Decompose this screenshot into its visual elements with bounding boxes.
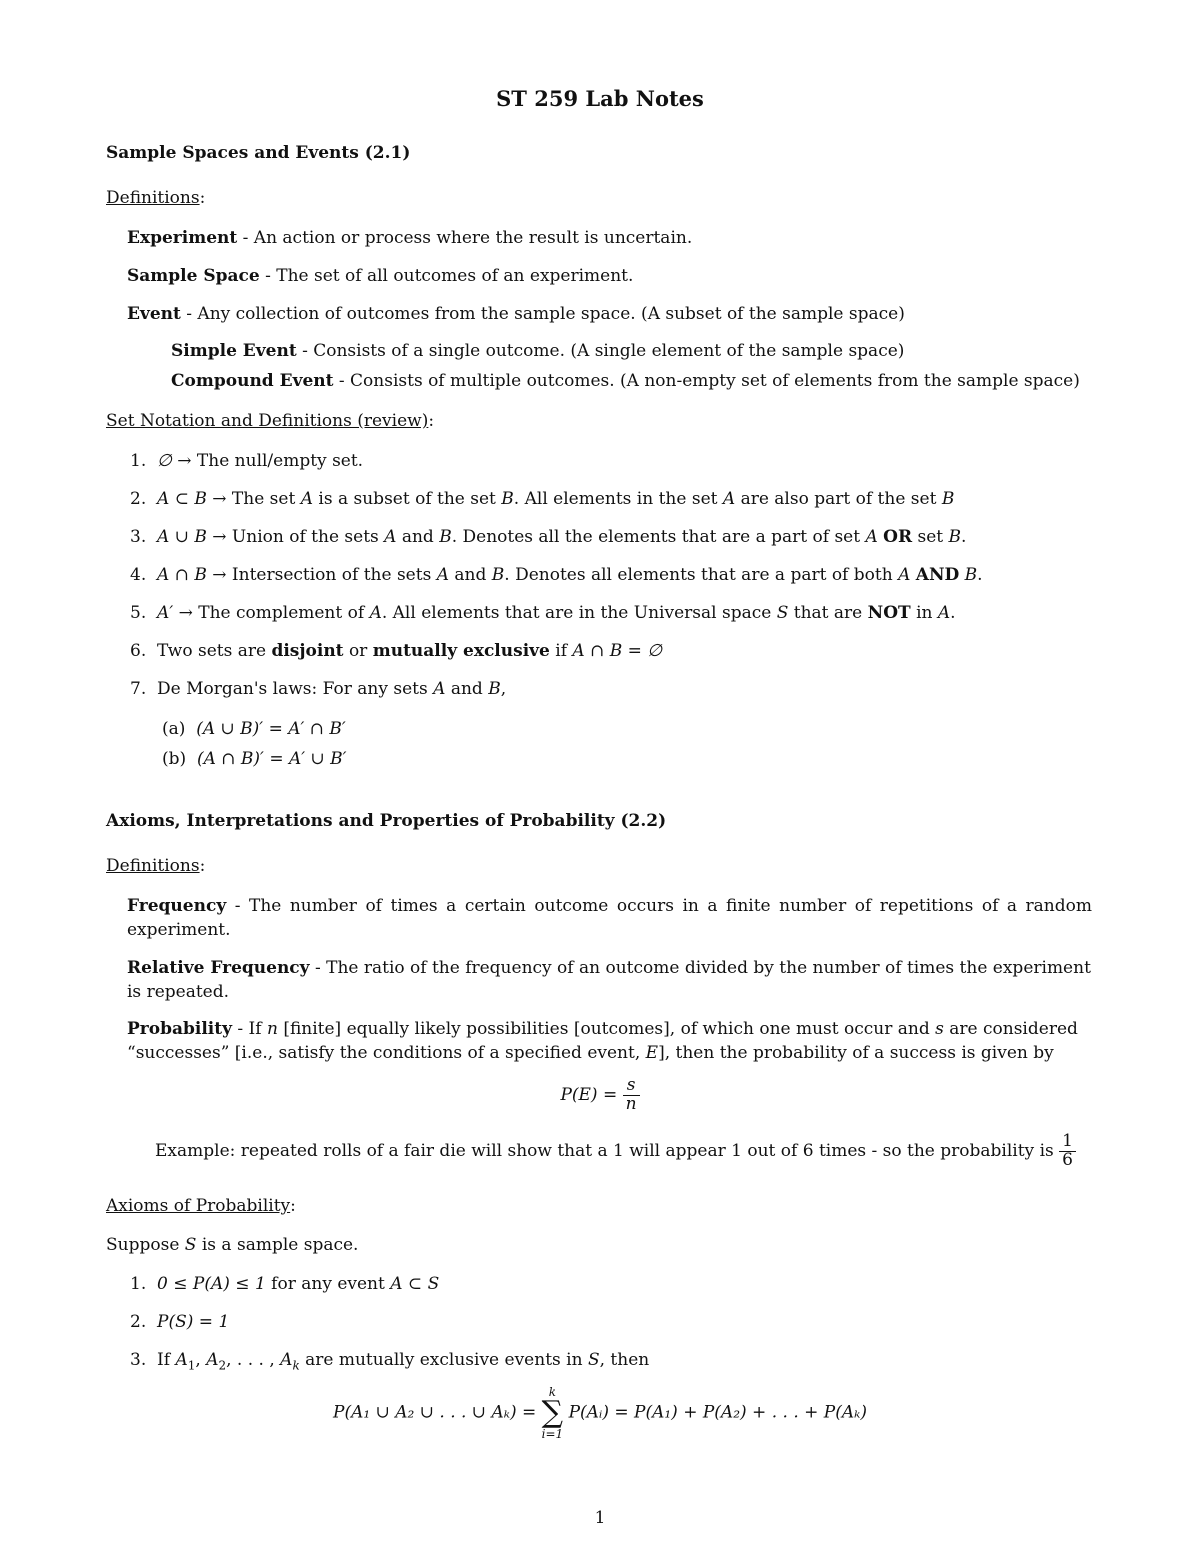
set-item-1: 1. ∅ → The null/empty set. [130,451,364,471]
definition-relative-frequency: Relative Frequency - The ratio of the frequency of an outcome divided by the number of times the experiment is repeated. [127,958,1091,1002]
section-heading-sample-spaces: Sample Spaces and Events (2.1) [106,143,411,163]
set-item-3: 3. A ∪ B → Union of the sets A and B. Denotes all the elements that are a part of set A OR set B. [130,527,967,547]
axiom-2: 2. P(S) = 1 [130,1312,230,1332]
set-notation-label: Set Notation and Definitions (review): [106,411,435,431]
summation-symbol: k ∑ i=1 [541,1385,564,1441]
definition-experiment: Experiment - An action or process where the result is uncertain. [127,228,693,248]
set-item-6: 6. Two sets are disjoint or mutually exclusive if A ∩ B = ∅ [130,641,663,661]
axiom-3: 3. If $A_1$, $A_2$, . . . , $A_k$ are mutually exclusive events in S, then [130,1350,650,1373]
definitions-label-2: Definitions: [106,856,206,876]
definitions-label: Definitions: [106,188,206,208]
definition-compound-event: Compound Event - Consists of multiple outcomes. (A non-empty set of elements from the sample space) [171,371,1080,391]
set-item-4: 4. A ∩ B → Intersection of the sets A and B. Denotes all elements that are a part of both A AND B. [130,565,983,585]
fraction-one-sixth: $\frac{1}{6}$ [1059,1133,1076,1170]
definition-frequency: Frequency - The number of times a certain outcome occurs in a finite number of repetitions of a random experiment. [127,896,1092,940]
definition-simple-event: Simple Event - Consists of a single outcome. (A single element of the sample space) [171,341,905,361]
definition-event: Event - Any collection of outcomes from the sample space. (A subset of the sample space) [127,304,905,324]
sum-formula: P(A₁ ∪ A₂ ∪ . . . ∪ Aₖ) = k ∑ i=1 P(Aᵢ) = P(A₁) + P(A₂) + . . . + P(Aₖ) [333,1385,867,1441]
die-example: Example: repeated rolls of a fair die will show that a 1 will appear 1 out of 6 times - so the probability is $\frac{1}{6}$ [155,1133,1076,1170]
demorgan-a: (a) (A ∪ B)′ = A′ ∩ B′ [162,719,346,739]
axiom-1: 1. 0 ≤ P(A) ≤ 1 for any event A ⊂ S [130,1274,440,1294]
probability-formula: P(E) = $\frac{s}{n}$ [0,1077,1200,1114]
axioms-label: Axioms of Probability: [106,1196,296,1216]
definition-probability: Probability - If n [finite] equally likely possibilities [outcomes], of which one must occur and s are considered “successes” [i.e., satisfy the conditions of a specified event, E], then the probability of a success is given by [127,1019,1078,1063]
definition-sample-space: Sample Space - The set of all outcomes of an experiment. [127,266,634,286]
fraction-s-over-n: $\frac{s}{n}$ [623,1077,640,1114]
set-item-2: 2. A ⊂ B → The set A is a subset of the set B. All elements in the set A are also part of the set B [130,489,955,509]
demorgan-b: (b) (A ∩ B)′ = A′ ∪ B′ [162,749,347,769]
page-number: 1 [594,1508,606,1528]
page-title: ST 259 Lab Notes [496,86,704,111]
section-heading-probability: Axioms, Interpretations and Properties of Probability (2.2) [106,811,667,831]
set-item-5: 5. A′ → The complement of A. All elements that are in the Universal space S that are NOT in A. [130,603,956,623]
suppose-line: Suppose S is a sample space. [106,1235,359,1255]
set-item-7: 7. De Morgan's laws: For any sets A and B, [130,679,507,699]
